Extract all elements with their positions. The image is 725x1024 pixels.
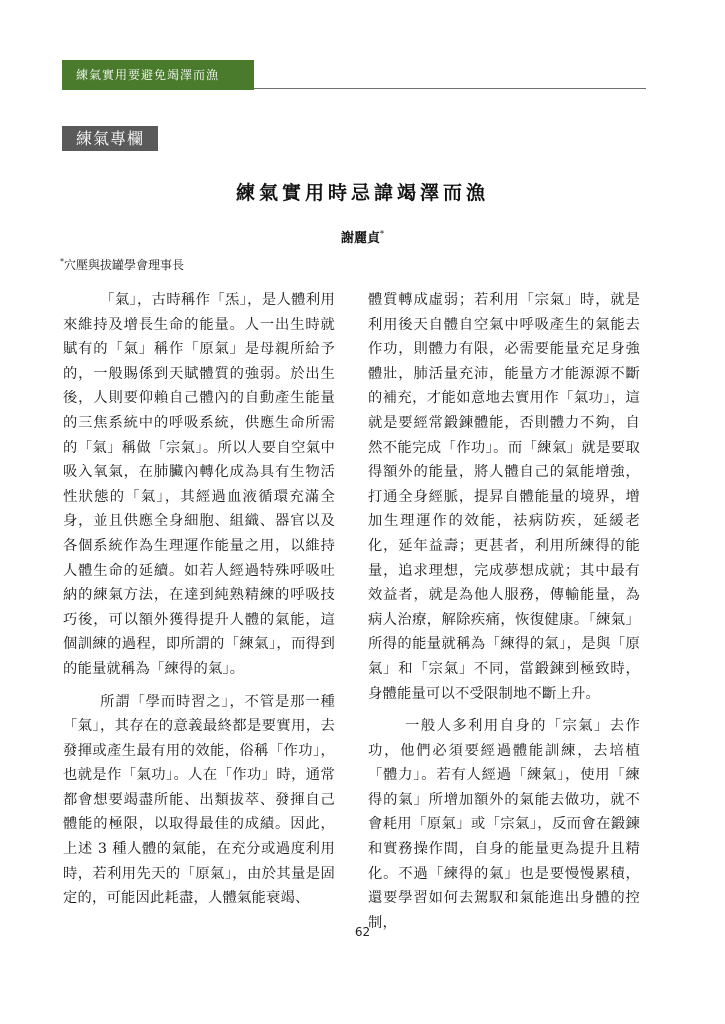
author-mark: *: [380, 229, 384, 239]
author-line: [0, 227, 725, 246]
affiliation-text: 穴壓與拔罐學會理事長: [64, 258, 185, 272]
page-number: 62: [354, 925, 371, 939]
affiliation-mark: *: [60, 257, 64, 266]
body-column-right: [368, 288, 640, 943]
author-name: 謝麗貞: [340, 231, 380, 246]
paragraph: 所謂「學而時習之」，不管是那一種「氣」，其存在的意義最終都是要實用，去發揮或產生最有用的效能，俗稱「作功」，也就是作「氣功」。人在「作功」時，通常都會想要竭盡所能、出類拔萃、發揮自己體能的極限，以取得最佳的成績。因此，上述 3 種人體的氣能，在充分或過度利用時，若利用先天的「原氣」，由於其量是固定的，可能因此耗盡，人體氣能衰竭、: [63, 693, 335, 907]
body-column-left: [63, 288, 335, 919]
paragraph: 體質轉成虛弱；若利用「宗氣」時，就是利用後天自體自空氣中呼吸產生的氣能去作功，則體力有限，必需要能量充足身強體壯，肺活量充沛，能量方才能源源不斷的補充，才能如意地去實用作「氣功」，這就是要經常鍛鍊體能，否則體力不夠，自然不能完成「作功」。而「練氣」就是要取得額外的能量，將人體自己的氣能增強，打通全身經脈，提昇自體能量的境界，增加生理運作的效能，祛病防疾，延緩老化，延年益壽；更甚者，利用所練得的能量，追求理想，完成夢想成就；其中最有效益者，就是為他人服務，傳輸能量，為病人治療，解除疾痛，恢復健康。「練氣」所得的能量就稱為「練得的氣」，是與「原氣」和「宗氣」不同，當鍛鍊到極致時，身體能量可以不受限制地不斷上升。: [368, 292, 640, 702]
section-tag: 練氣專欄: [62, 126, 158, 151]
article-title: 練氣實用時忌諱竭澤而漁: [235, 182, 489, 204]
affiliation-note: [60, 256, 184, 273]
running-header: 練氣實用要避免竭澤而漁: [62, 60, 254, 90]
paragraph: 一般人多利用自身的「宗氣」去作功，他們必須要經過體能訓練，去培植「體力」。若有人經過「練氣」，使用「練得的氣」所增加額外的氣能去做功，就不會耗用「原氣」或「宗氣」，反而會在鍛鍊和實務操作間，自身的能量更為提升且精化。不過「練得的氣」也是要慢慢累積，還要學習如何去駕馭和氣能進出身體的控制，: [368, 718, 640, 931]
paragraph: 「氣」，古時稱作「炁」，是人體利用來維持及增長生命的能量。人一出生時就賦有的「氣」稱作「原氣」是母親所給予的，一般賜係到天賦體質的強弱。於出生後，人則要仰賴自己體內的自動產生能量的三焦系統中的呼吸系統，供應生命所需的「氣」稱做「宗氣」。所以人要自空氣中吸入氧氣，在肺臟內轉化成為具有生物活性狀態的「氣」，其經過血液循環充滿全身，並且供應全身細胞、組織、器官以及各個系統作為生理運作能量之用，以維持人體生命的延續。如若人經過特殊呼吸吐納的練氣方法，在達到純熟精練的呼吸技巧後，可以額外獲得提升人體的氣能，這個訓練的過程，即所謂的「練氣」，而得到的能量就稱為「練得的氣」。: [63, 292, 335, 677]
header-rule: [254, 88, 646, 89]
